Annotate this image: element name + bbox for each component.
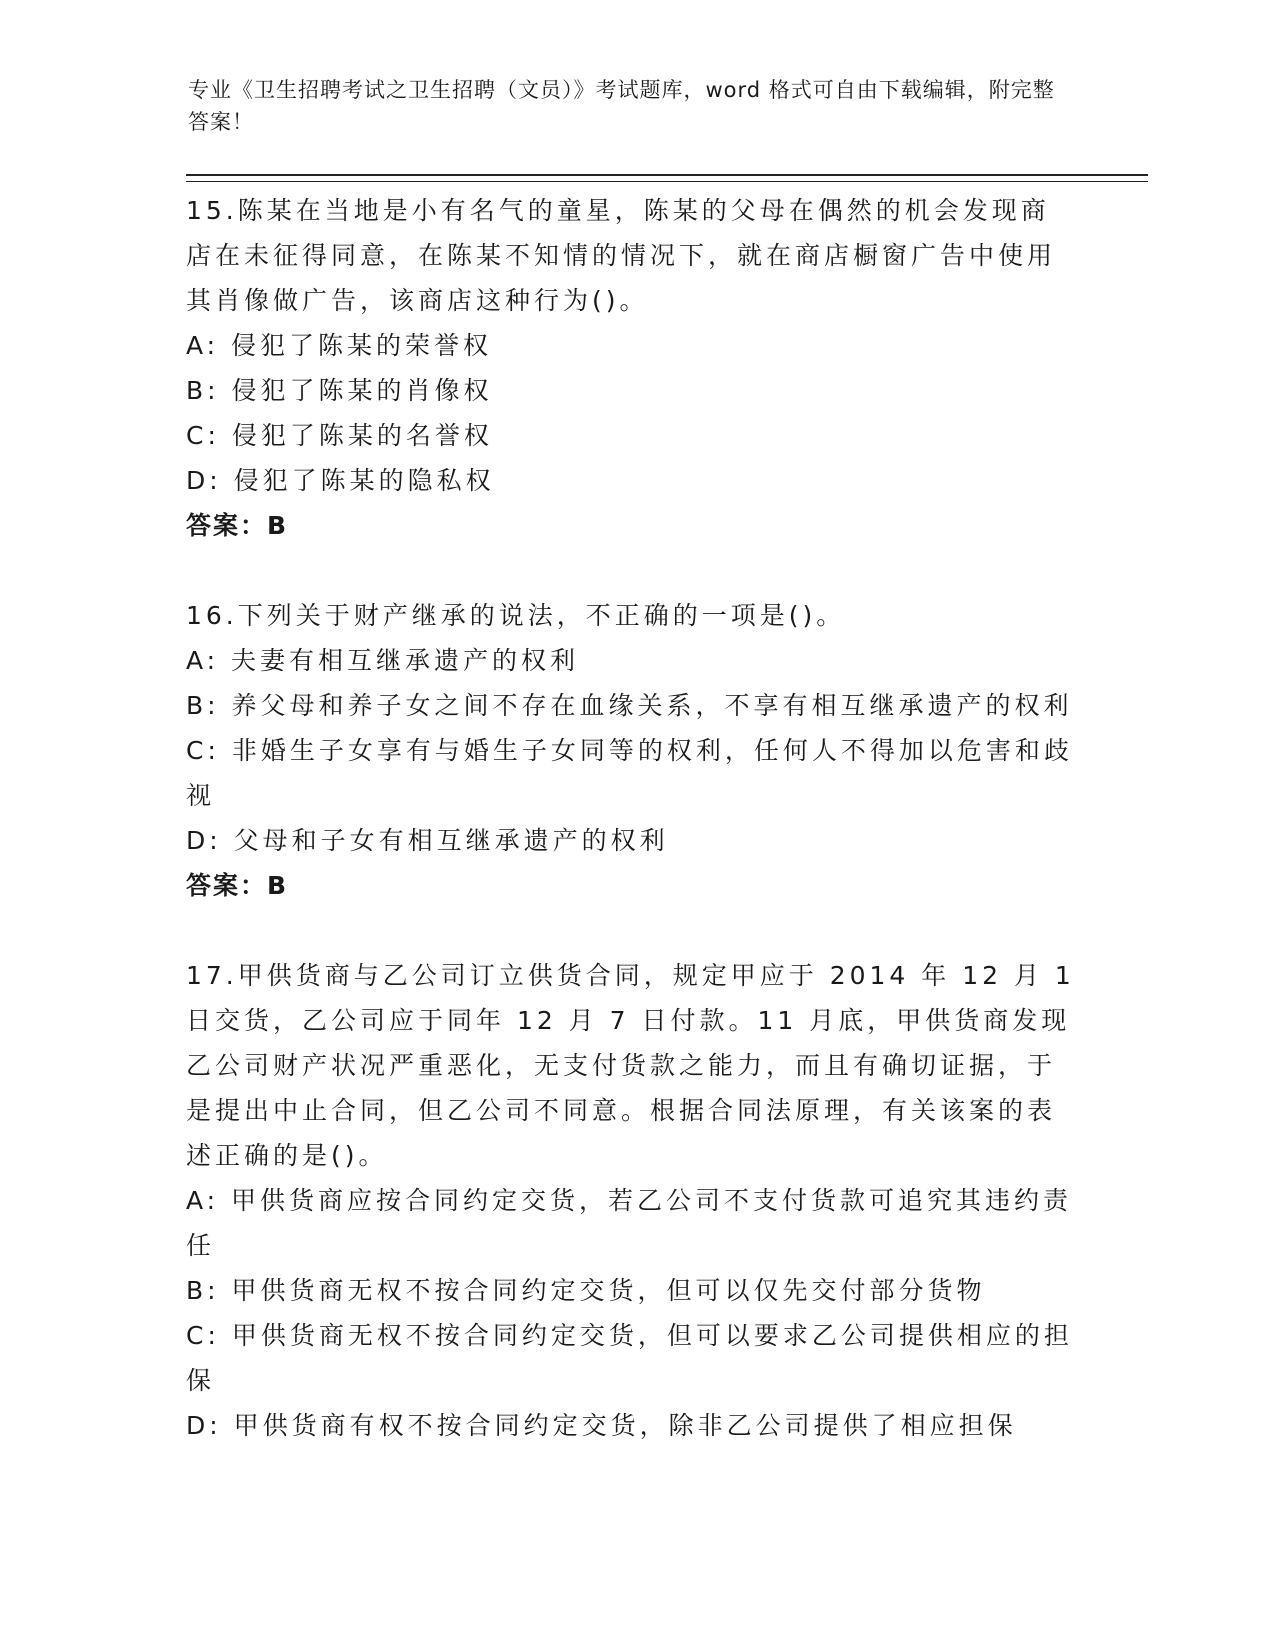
answer-label: 答案：B <box>186 511 289 540</box>
option-a: A: 甲供货商应按合同约定交货，若乙公司不支付货款可追究其违约责任 <box>186 1186 1073 1260</box>
option-d: D: 甲供货商有权不按合同约定交货，除非乙公司提供了相应担保 <box>186 1411 1017 1440</box>
option-c: C: 侵犯了陈某的名誉权 <box>186 421 493 450</box>
option-d: D: 父母和子女有相互继承遗产的权利 <box>186 826 669 855</box>
header-divider-thin <box>186 181 1148 182</box>
option-a: A: 侵犯了陈某的荣誉权 <box>186 331 493 360</box>
option-b: B: 养父母和养子女之间不存在血缘关系，不享有相互继承遗产的权利 <box>186 691 1073 720</box>
question-15 <box>186 188 1076 548</box>
question-16 <box>186 593 1076 908</box>
question-17 <box>186 953 1076 1448</box>
question-list <box>186 188 1076 1448</box>
question-stem: 15.陈某在当地是小有名气的童星，陈某的父母在偶然的机会发现商店在未征得同意，在陈某不知情的情况下，就在商店橱窗广告中使用其肖像做广告，该商店这种行为()。 <box>186 196 1057 315</box>
option-d: D: 侵犯了陈某的隐私权 <box>186 466 495 495</box>
option-c: C: 甲供货商无权不按合同约定交货，但可以要求乙公司提供相应的担保 <box>186 1321 1073 1395</box>
question-spacer <box>186 548 1076 593</box>
header-divider-thick <box>186 174 1148 176</box>
question-stem: 17.甲供货商与乙公司订立供货合同，规定甲应于 2014 年 12 月 1 日交货，乙公司应于同年 12 月 7 日付款。11 月底，甲供货商发现乙公司财产状况严重恶化，无支付货款之能力，而且有确切证据，于是提出中止合同，但乙公司不同意。根据合同法原理，有关该案的表述正确的是()。 <box>186 961 1075 1170</box>
question-spacer <box>186 908 1076 953</box>
option-b: B: 侵犯了陈某的肖像权 <box>186 376 493 405</box>
option-a: A: 夫妻有相互继承遗产的权利 <box>186 646 580 675</box>
option-c: C: 非婚生子女享有与婚生子女同等的权利，任何人不得加以危害和歧视 <box>186 736 1073 810</box>
answer-label: 答案：B <box>186 871 289 900</box>
document-header: 专业《卫生招聘考试之卫生招聘（文员）》考试题库，word 格式可自由下载编辑，附完整答案！ <box>188 78 1055 134</box>
question-stem: 16.下列关于财产继承的说法，不正确的一项是()。 <box>186 601 846 630</box>
option-b: B: 甲供货商无权不按合同约定交货，但可以仅先交付部分货物 <box>186 1276 986 1305</box>
